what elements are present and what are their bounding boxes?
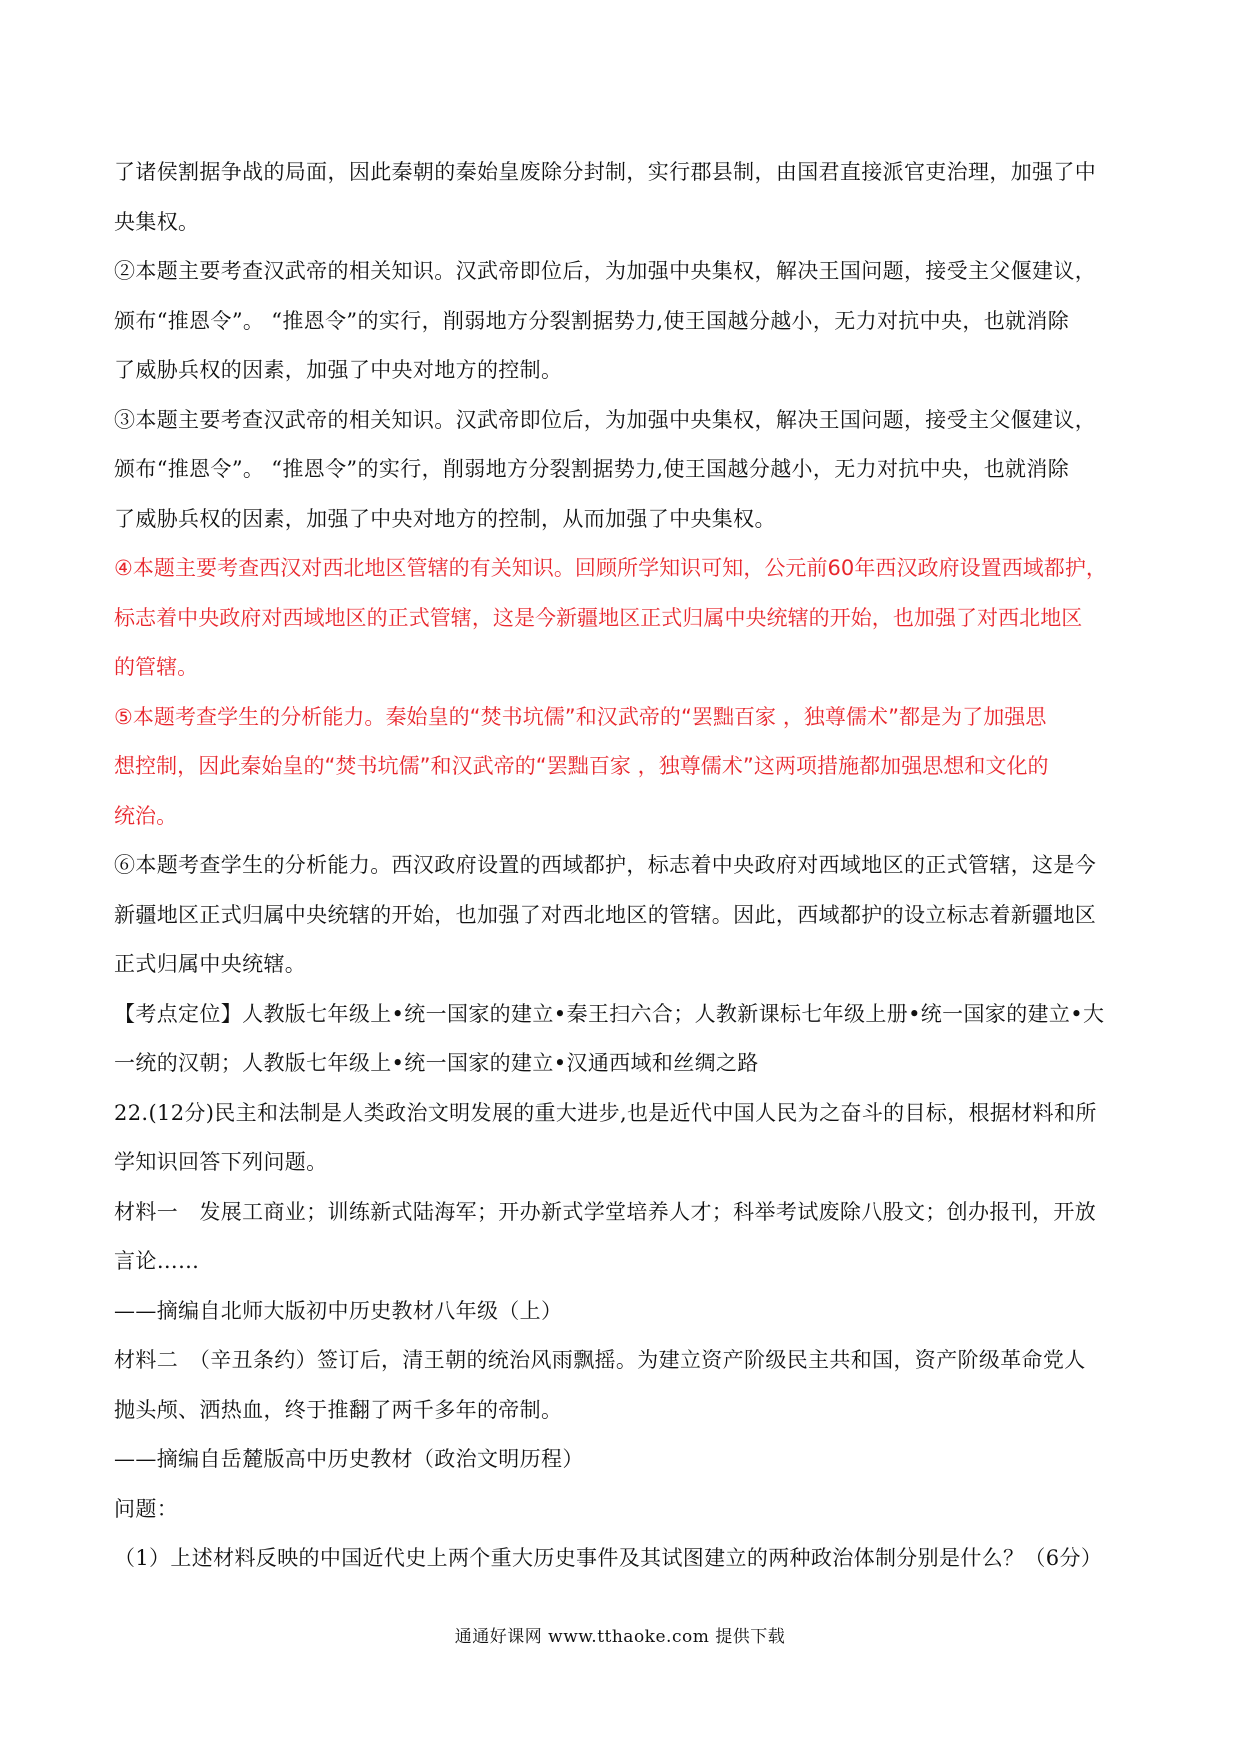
material-line: 言论…… [114,1249,200,1273]
text-line: 了威胁兵权的因素，加强了中央对地方的控制，从而加强了中央集权。 [114,506,776,531]
question-line: 问题： [114,1496,179,1521]
text-line: 央集权。 [114,209,200,234]
text-line: 新疆地区正式归属中央统辖的开始，也加强了对西北地区的管辖。因此，西域都护的设立标志着新疆地区 [114,902,1097,927]
highlighted-text-line: ⑤本题考查学生的分析能力。秦始皇的“焚书坑儒”和汉武帝的“罢黜百家 ，独尊儒术”都是为了加强思 [114,704,1047,729]
text-line: 颁布“推恩令”。 “推恩令”的实行，削弱地方分裂割据势力,使王国越分越小，无力对抗中央，也就消除 [114,308,1070,333]
highlighted-text-line: 统治。 [114,803,178,828]
exam-point-line: 【考点定位】人教版七年级上•统一国家的建立•秦王扫六合；人教新课标七年级上册•统一国家的建立•大 [114,1001,1105,1026]
highlighted-text-line: 想控制，因此秦始皇的“焚书坑儒”和汉武帝的“罢黜百家 ，独尊儒术”这两项措施都加强思想和文化的 [114,754,1049,778]
material-line: 抛头颅、洒热血，终于推翻了两千多年的帝制。 [114,1397,563,1422]
source-line: ——摘编自北师大版初中历史教材八年级（上） [114,1298,563,1323]
text-line: 了诸侯割据争战的局面，因此秦朝的秦始皇废除分封制，实行郡县制，由国君直接派官吏治理，加强了中 [114,160,1097,184]
text-line: ②本题主要考查汉武帝的相关知识。汉武帝即位后，为加强中央集权，解决王国问题，接受主父偃建议， [114,259,1097,283]
exam-point-line: 一统的汉朝；人教版七年级上•统一国家的建立•汉通西域和丝绸之路 [114,1051,759,1075]
text-line: ③本题主要考查汉武帝的相关知识。汉武帝即位后，为加强中央集权，解决王国问题，接受主父偃建议， [114,407,1097,432]
material-line: 材料一 发展工商业；训练新式陆海军；开办新式学堂培养人才；科举考试废除八股文；创办报刊，开放 [114,1199,1097,1224]
highlighted-text-line: 的管辖。 [114,655,199,679]
question-line: 22.(12分)民主和法制是人类政治文明发展的重大进步,也是近代中国人民为之奋斗的目标，根据材料和所 [114,1100,1097,1125]
question-line: 学知识回答下列问题。 [114,1150,328,1174]
highlighted-text-line: ④本题主要考查西汉对西北地区管辖的有关知识。回顾所学知识可知，公元前60年西汉政府设置西域都护， [114,556,1107,580]
text-line: 颁布“推恩令”。 “推恩令”的实行，削弱地方分裂割据势力,使王国越分越小，无力对抗中央，也就消除 [114,457,1070,481]
highlighted-text-line: 标志着中央政府对西域地区的正式管辖，这是今新疆地区正式归属中央统辖的开始，也加强了对西北地区 [114,605,1083,630]
text-line: 正式归属中央统辖。 [114,952,307,976]
answer-text-body [114,148,1134,1584]
source-line: ——摘编自岳麓版高中历史教材（政治文明历程） [114,1447,584,1471]
text-line: 了威胁兵权的因素，加强了中央对地方的控制。 [114,358,563,382]
question-line: （1）上述材料反映的中国近代史上两个重大历史事件及其试图建立的两种政治体制分别是什么？（6分） [114,1546,1103,1570]
material-line: 材料二 （辛丑条约）签订后，清王朝的统治风雨飘摇。为建立资产阶级民主共和国，资产阶级革命党人 [114,1348,1086,1372]
text-line: ⑥本题考查学生的分析能力。西汉政府设置的西域都护，标志着中央政府对西域地区的正式管辖，这是今 [114,853,1097,877]
page-footer: 通通好课网 www.tthaoke.com 提供下载 [454,1627,786,1647]
